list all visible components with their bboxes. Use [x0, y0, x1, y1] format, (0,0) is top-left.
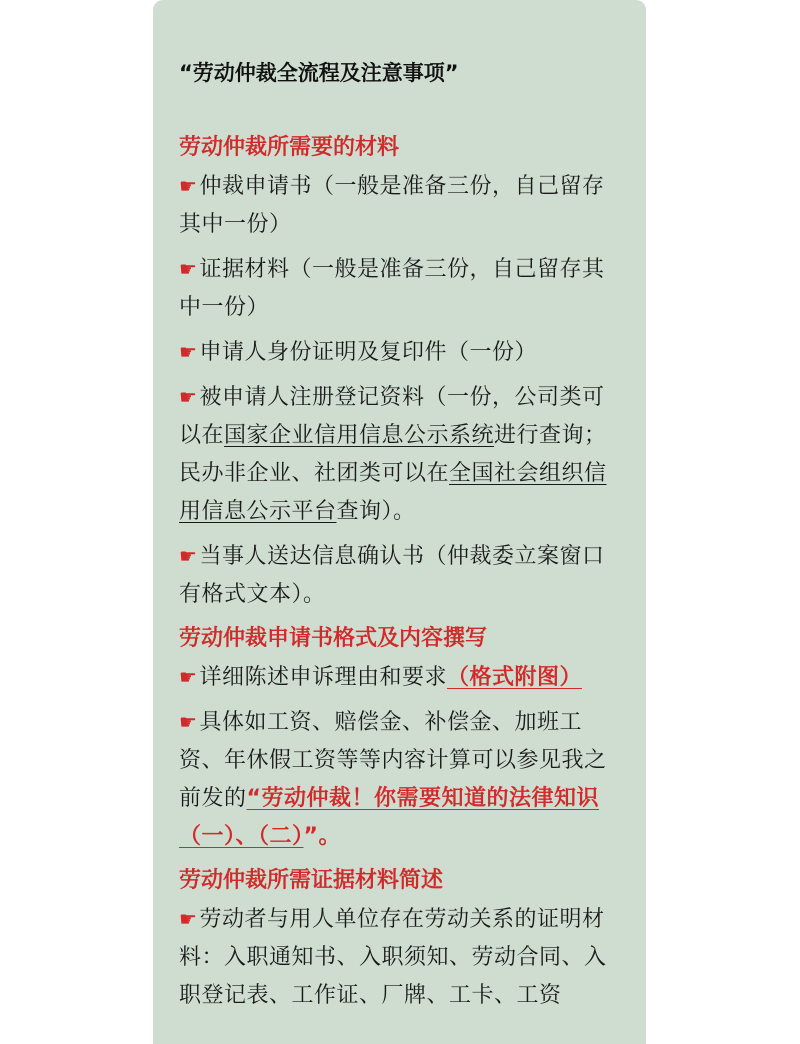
list-item — [179, 900, 622, 1015]
list-item — [179, 333, 622, 372]
section-heading-materials: 劳动仲裁所需要的材料 — [179, 135, 400, 160]
format-attachment-link[interactable]: （格式附图） — [446, 665, 582, 690]
list-item — [179, 537, 622, 614]
list-item — [179, 378, 622, 531]
section-heading-application-format: 劳动仲裁申请书格式及内容撰写 — [179, 626, 488, 651]
item-text: 证据材料（一般是准备三份，自己留存其中一份） — [179, 257, 605, 320]
previous-article-title[interactable]: “劳动仲裁！你需要知道的法律知识 — [246, 786, 599, 811]
item-text: 具体如工资、赔偿金、补偿金、加班工资、年休假工资等等内容计算可以参见我之前发的 — [179, 710, 607, 811]
pointing-hand-icon: ☛ — [179, 257, 198, 281]
item-text: 申请人身份证明及复印件（一份） — [199, 340, 537, 365]
document-title: “劳动仲裁全流程及注意事项” — [179, 61, 459, 85]
item-text: 详细陈述申诉理由和要求 — [199, 665, 447, 690]
list-item — [179, 658, 622, 697]
list-item — [179, 250, 622, 327]
pointing-hand-icon: ☛ — [179, 665, 198, 689]
item-text: 劳动者与用人单位存在劳动关系的证明材料：入职通知书、入职须知、劳动合同、入职登记表、工作证、厂牌、工卡、工资 — [179, 907, 607, 1008]
item-text: 被申请人注册登记资料（一份，公司类可以在 — [179, 385, 605, 448]
previous-article-parts-link[interactable]: （一）、（二） — [179, 824, 304, 849]
pointing-hand-icon: ☛ — [179, 340, 198, 364]
pointing-hand-icon: ☛ — [179, 174, 198, 198]
pointing-hand-icon: ☛ — [179, 710, 198, 734]
list-item — [179, 703, 622, 856]
pointing-hand-icon: ☛ — [179, 385, 198, 409]
item-text: 当事人送达信息确认书（仲裁委立案窗口有格式文本）。 — [179, 544, 605, 607]
item-text: 查询）。 — [336, 499, 416, 524]
pointing-hand-icon: ☛ — [179, 907, 198, 931]
quote-end: ”。 — [303, 824, 341, 849]
article-card — [153, 0, 646, 1044]
enterprise-credit-system-link[interactable]: 国家企业信用信息公示系统 — [224, 423, 495, 448]
pointing-hand-icon: ☛ — [179, 544, 198, 568]
social-org-credit-platform-link[interactable]: 全国社会组织信用信息公示平台 — [179, 461, 607, 524]
list-item — [179, 167, 622, 244]
item-text: 仲裁申请书（一般是准备三份，自己留存其中一份） — [179, 174, 605, 237]
item-text: 进行查询；民办非企业、社团类可以在 — [179, 423, 607, 486]
section-heading-evidence: 劳动仲裁所需证据材料简述 — [179, 868, 444, 893]
